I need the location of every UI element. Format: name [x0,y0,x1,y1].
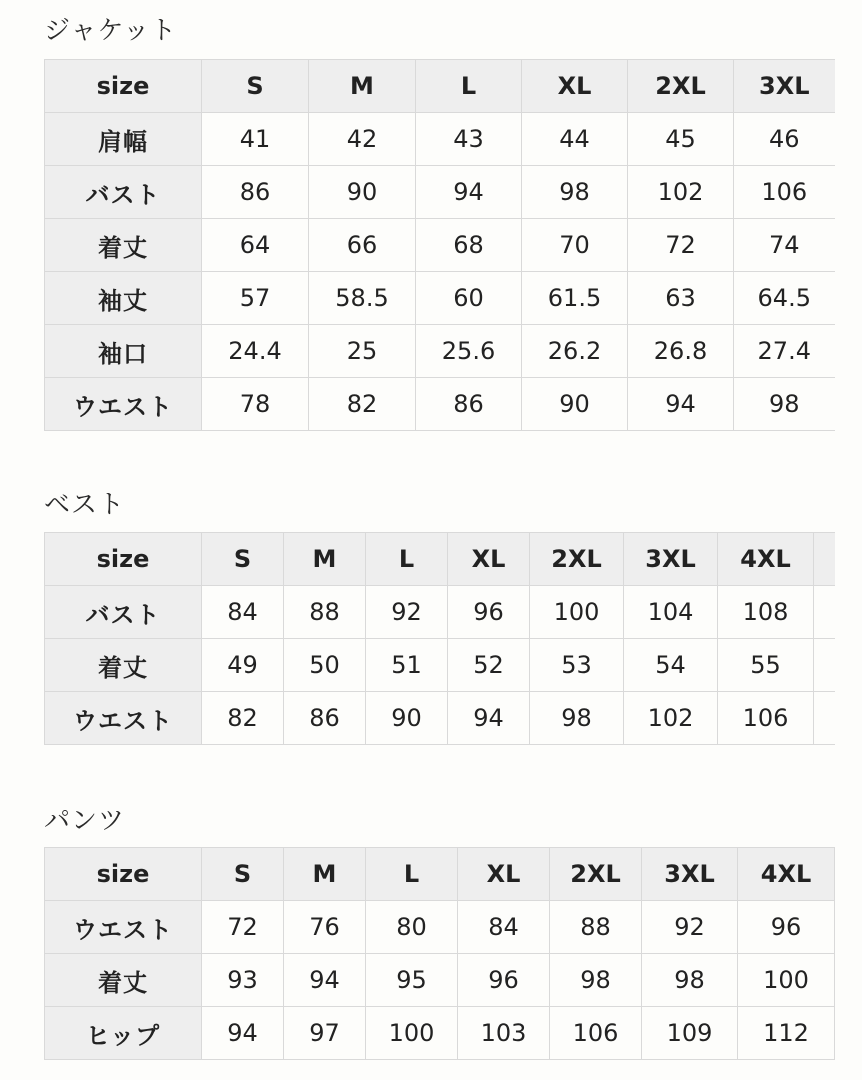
pants-header-3xl: 3XL [642,848,738,901]
table-cell: 84 [458,901,550,954]
table-cell: 84 [202,586,284,639]
table-cell: 90 [366,692,448,745]
table-cell: 66 [309,219,416,272]
table-row [45,586,835,639]
table-row [45,272,835,325]
table-cell: 96 [448,586,530,639]
jacket-title: ジャケット [44,16,178,46]
pants-header-4xl: 4XL [738,848,835,901]
table-row [45,113,835,166]
vest-header-s: S [202,533,284,586]
table-row [45,692,835,745]
table-cell: 64 [202,219,309,272]
pants-header-s: S [202,848,284,901]
table-cell: 103 [458,1007,550,1060]
table-cell: 52 [448,639,530,692]
table-row [45,219,835,272]
pants-header-l: L [366,848,458,901]
table-cell: 55 [718,639,814,692]
table-cell: 26.2 [522,325,628,378]
pants-header-2xl: 2XL [550,848,642,901]
table-row [45,166,835,219]
vest-header-size: size [45,533,202,586]
table-cell: 106 [718,692,814,745]
table-cell: 76 [284,901,366,954]
row-label: 袖口 [45,325,202,378]
row-label: 着丈 [45,954,202,1007]
jacket-header-2xl: 2XL [628,60,734,113]
table-row [45,325,835,378]
table-cell: 63 [628,272,734,325]
table-cell: 86 [202,166,309,219]
jacket-header-l: L [416,60,522,113]
table-cell: 90 [522,378,628,431]
jacket-header-xl: XL [522,60,628,113]
table-cell: 98 [522,166,628,219]
table-cell: 51 [366,639,448,692]
table-row [45,639,835,692]
table-cell: 108 [718,586,814,639]
jacket-size-table [44,59,835,431]
table-cell: 72 [202,901,284,954]
table-cell: 72 [628,219,734,272]
jacket-header-row [45,60,835,113]
table-cell: 95 [366,954,458,1007]
table-cell: 106 [550,1007,642,1060]
table-row [45,378,835,431]
table-row [45,901,835,954]
vest-header-m: M [284,533,366,586]
table-cell: 64.5 [734,272,835,325]
table-cell: 49 [202,639,284,692]
table-cell: 27.4 [734,325,835,378]
pants-size-table [44,847,835,1060]
table-cell: 94 [284,954,366,1007]
pants-header-xl: XL [458,848,550,901]
row-label: 着丈 [45,219,202,272]
table-cell: 24.4 [202,325,309,378]
table-cell: 90 [309,166,416,219]
row-label: 着丈 [45,639,202,692]
table-cell: 94 [448,692,530,745]
table-cell: 46 [734,113,835,166]
row-label: ウエスト [45,901,202,954]
table-cell: 45 [628,113,734,166]
table-cell: 93 [202,954,284,1007]
table-cell: 88 [550,901,642,954]
row-label: バスト [45,166,202,219]
table-cell: 102 [628,166,734,219]
row-label: 袖丈 [45,272,202,325]
jacket-header-size: size [45,60,202,113]
table-cell: 60 [416,272,522,325]
table-cell: 100 [738,954,835,1007]
table-cell: 61.5 [522,272,628,325]
table-cell: 94 [628,378,734,431]
table-cell-empty [814,639,835,692]
row-label: ウエスト [45,692,202,745]
table-cell: 82 [309,378,416,431]
table-cell: 57 [202,272,309,325]
row-label: ウエスト [45,378,202,431]
table-cell: 98 [734,378,835,431]
table-cell: 88 [284,586,366,639]
vest-header-row [45,533,835,586]
table-cell: 94 [416,166,522,219]
table-cell: 100 [530,586,624,639]
table-cell-empty [814,692,835,745]
vest-header-2xl: 2XL [530,533,624,586]
table-cell: 92 [366,586,448,639]
vest-header-3xl: 3XL [624,533,718,586]
row-label: 肩幅 [45,113,202,166]
table-cell: 53 [530,639,624,692]
table-cell: 112 [738,1007,835,1060]
pants-header-size: size [45,848,202,901]
table-cell: 50 [284,639,366,692]
vest-header-xl: XL [448,533,530,586]
table-cell: 109 [642,1007,738,1060]
table-cell: 96 [738,901,835,954]
jacket-header-3xl: 3XL [734,60,835,113]
pants-header-row [45,848,835,901]
row-label: バスト [45,586,202,639]
vest-size-table [44,532,835,745]
row-label: ヒップ [45,1007,202,1060]
table-cell: 104 [624,586,718,639]
table-cell-empty [814,586,835,639]
table-cell: 26.8 [628,325,734,378]
table-cell: 41 [202,113,309,166]
table-cell: 94 [202,1007,284,1060]
table-cell: 42 [309,113,416,166]
vest-header-l: L [366,533,448,586]
table-row [45,1007,835,1060]
table-cell: 92 [642,901,738,954]
vest-title: ベスト [44,490,126,520]
table-cell: 100 [366,1007,458,1060]
table-cell: 68 [416,219,522,272]
pants-title: パンツ [44,806,126,836]
table-cell: 58.5 [309,272,416,325]
table-cell: 54 [624,639,718,692]
pants-header-m: M [284,848,366,901]
jacket-header-m: M [309,60,416,113]
table-cell: 78 [202,378,309,431]
table-cell: 102 [624,692,718,745]
vest-header-4xl: 4XL [718,533,814,586]
table-cell: 97 [284,1007,366,1060]
table-cell: 25.6 [416,325,522,378]
table-cell: 86 [284,692,366,745]
table-cell: 106 [734,166,835,219]
table-cell: 74 [734,219,835,272]
table-cell: 98 [642,954,738,1007]
table-cell: 43 [416,113,522,166]
table-cell: 98 [550,954,642,1007]
table-cell: 70 [522,219,628,272]
table-row [45,954,835,1007]
table-cell: 98 [530,692,624,745]
table-cell: 96 [458,954,550,1007]
table-cell: 44 [522,113,628,166]
table-cell: 86 [416,378,522,431]
table-cell-empty [814,533,835,586]
table-cell: 82 [202,692,284,745]
jacket-header-s: S [202,60,309,113]
table-cell: 25 [309,325,416,378]
table-cell: 80 [366,901,458,954]
